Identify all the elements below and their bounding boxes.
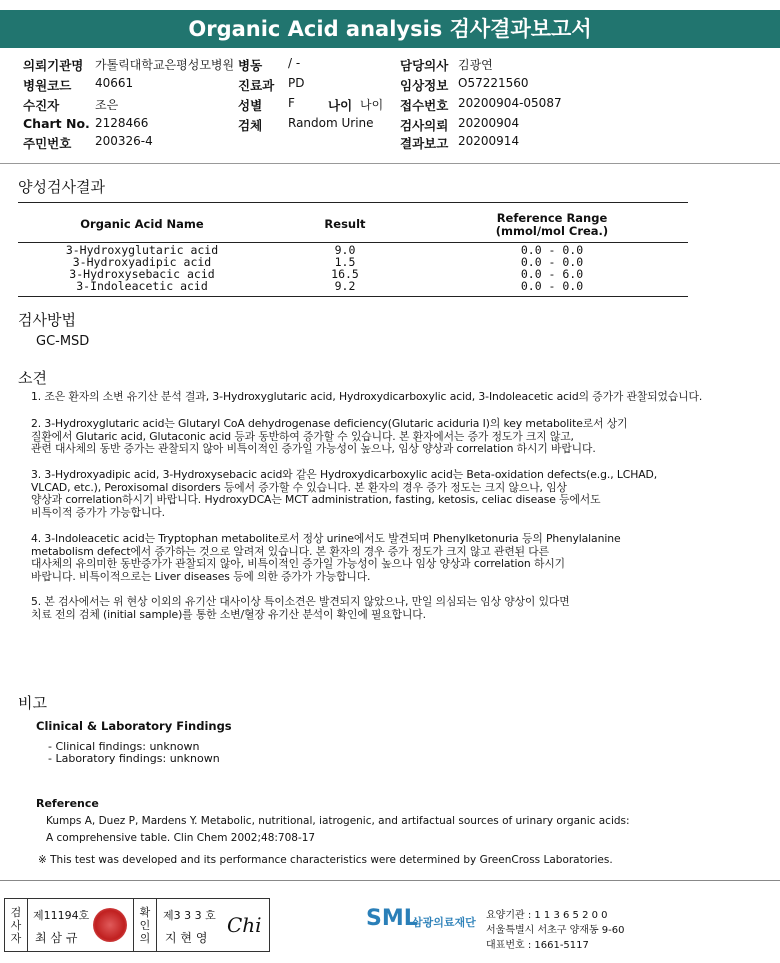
info-id-value: 200326-4 [95, 134, 153, 148]
info-hospital: 의뢰기관명 [23, 58, 84, 73]
info-doctor-value: 김광연 [458, 58, 493, 72]
section-title-remarks: 비고 [18, 694, 47, 712]
info-code: 병원코드 [23, 78, 72, 93]
info-code-value: 40661 [95, 76, 134, 90]
info-chart-value: 2128466 [95, 116, 149, 130]
row-result: 9.2 [334, 279, 356, 293]
info-accession-value: 20200904-05087 [458, 96, 562, 110]
info-request-value: 20200904 [458, 116, 520, 130]
info-sex-value: F [288, 96, 295, 110]
footer-divider [0, 880, 780, 881]
info-clinical-value: O57221560 [458, 76, 529, 90]
section-title-positive: 양성검사결과 [18, 178, 105, 196]
signature: Chi [227, 913, 262, 937]
column-header-name: Organic Acid Name [80, 217, 204, 231]
row-name: 3-Hydroxyglutaric acid [65, 243, 219, 257]
divider [0, 163, 780, 164]
info-dept: 진료과 [238, 78, 275, 93]
column-header-ref-unit: (mmol/mol Crea.) [495, 224, 609, 238]
column-header-ref: Reference Range [496, 211, 608, 225]
logo-mark: SML [366, 906, 418, 931]
org-code: 요양기관 : 1 1 3 6 5 2 0 0 [486, 910, 608, 921]
row-name: 3-Indoleacetic acid [76, 279, 208, 293]
info-age-value: 나이 [360, 98, 384, 112]
info-sex: 성별 [238, 98, 263, 113]
reference-title: Reference [36, 797, 99, 810]
info-id: 주민번호 [23, 136, 72, 151]
inspector-license: 제11194호 [33, 909, 90, 922]
clinical-findings-title: Clinical & Laboratory Findings [36, 719, 232, 733]
table-top-rule [18, 202, 688, 203]
info-clinical: 임상정보 [400, 78, 449, 93]
info-doctor: 담당의사 [400, 58, 449, 73]
info-specimen: 검체 [238, 118, 263, 133]
info-request: 검사의뢰 [400, 118, 449, 133]
finding-2: 2. 3-Hydroxyglutaric acid는 Glutaryl CoA dehydrogenase deficiency(Glutaric aciduria I)의 key metabolite로서 상기 질환에서 Glutaric acid, Glutaconic acid 등과 동반하여 증가할 수 있습니다. 본 환자에서는 증가 정도가 크지 않고, 관련 대사체의 동반 증가는 관찰되지 않아 비특이적인 증가일 가능성이 높으나, 임상 양상과 correlation 하시기 바랍니다. [31, 417, 628, 456]
clinical-findings-line: - Clinical findings: unknown [48, 740, 200, 753]
reference-line: Kumps A, Duez P, Mardens Y. Metabolic, nutritional, iatrogenic, and artifactual sources of urinary organic acids: [46, 815, 630, 827]
info-report-value: 20200914 [458, 134, 520, 148]
logo-name: 삼광의료재단 [412, 916, 476, 929]
confirmer-license: 제3 3 3 호 [163, 909, 216, 922]
row-name: 3-Hydroxyadipic acid [72, 255, 212, 269]
info-accession: 접수번호 [400, 98, 449, 113]
reference-line: A comprehensive table. Clin Chem 2002;48:708-17 [46, 832, 316, 844]
row-result: 9.0 [334, 243, 356, 257]
row-ref: 0.0 - 0.0 [520, 243, 584, 257]
finding-4: 4. 3-Indoleacetic acid는 Tryptophan metabolite로서 정상 urine에서도 발견되며 Phenylketonuria 등의 Phenylalanine metabolism defect에서 증가하는 것으로 알려져 있습니다. 본 환자의 경우 증가 정도가 크지 않고 관련된 다른 대사체의 유의미한 동반증가가 관찰되지 않아, 비특이적인 증가일 가능성이 높으나 임상 양상과 correlation 하시기 바랍니다. 비특이적으로는 Liver diseases 등에 의한 증가가 가능합니다. [31, 532, 621, 583]
org-address: 서울특별시 서초구 양재동 9-60 [486, 925, 625, 936]
info-hospital-value: 가톨릭대학교은평성모병원 [95, 58, 235, 72]
row-result: 1.5 [334, 255, 356, 269]
row-ref: 0.0 - 0.0 [520, 279, 584, 293]
confirm-label: 확 인 의 [133, 899, 157, 951]
info-age: 나이 [328, 98, 353, 113]
info-ward: 병동 [238, 58, 263, 73]
section-title-findings: 소견 [18, 369, 47, 387]
inspector-label: 검 사 자 [5, 899, 28, 951]
info-dept-value: PD [288, 76, 305, 90]
org-phone: 대표번호 : 1661-5117 [486, 940, 589, 951]
finding-3: 3. 3-Hydroxyadipic acid, 3-Hydroxysebacic acid와 같은 Hydroxydicarboxylic acid는 Beta-oxidation defects(e.g., LCHAD, VLCAD, etc.), Peroxisomal disorders 등에서 증가할 수 있습니다. 본 환자의 경우 증가 정도는 크지 않으나, 임상 양상과 correlation하시기 바랍니다. HydroxyDCA는 MCT administration, fasting, ketosis, celiac disease 등에서도 비특이적 증가가 가능합니다. [31, 468, 658, 519]
inspector-name: 최 삼 규 [35, 931, 78, 945]
row-result: 16.5 [331, 267, 359, 281]
column-header-result: Result [324, 217, 366, 231]
lab-note: ※ This test was developed and its performance characteristics were determined by GreenCross Laboratories. [38, 854, 613, 866]
info-specimen-value: Random Urine [288, 116, 374, 130]
row-name: 3-Hydroxysebacic acid [69, 267, 215, 281]
info-report: 결과보고 [400, 136, 449, 151]
laboratory-findings-line: - Laboratory findings: unknown [48, 752, 220, 765]
report-title: Organic Acid analysis 검사결과보고서 [0, 10, 780, 48]
confirmer-name: 지 현 영 [165, 931, 208, 945]
row-ref: 0.0 - 6.0 [520, 267, 584, 281]
section-title-method: 검사방법 [18, 311, 76, 329]
info-patient: 수진자 [23, 98, 60, 113]
footer [0, 888, 780, 963]
signature-box [4, 898, 270, 952]
finding-1: 1. 조은 환자의 소변 유기산 분석 결과, 3-Hydroxyglutaric acid, Hydroxydicarboxylic acid, 3-Indoleacetic acid의 증가가 관찰되었습니다. [31, 390, 703, 403]
info-patient-value: 조은 [95, 98, 119, 112]
table-row [0, 281, 700, 292]
info-chart: Chart No. [23, 116, 90, 131]
method-value: GC-MSD [36, 334, 90, 349]
info-ward-value: / - [288, 56, 301, 70]
finding-5: 5. 본 검사에서는 위 현상 이외의 유기산 대사이상 특이소견은 발견되지 않았으나, 만일 의심되는 임상 양상이 있다면 치료 전의 검체 (initial sample)를 통한 소변/혈장 유기산 분석이 확인에 필요합니다. [31, 595, 570, 621]
table-bottom-rule [18, 296, 688, 297]
row-ref: 0.0 - 0.0 [520, 255, 584, 269]
seal-icon [93, 908, 127, 942]
